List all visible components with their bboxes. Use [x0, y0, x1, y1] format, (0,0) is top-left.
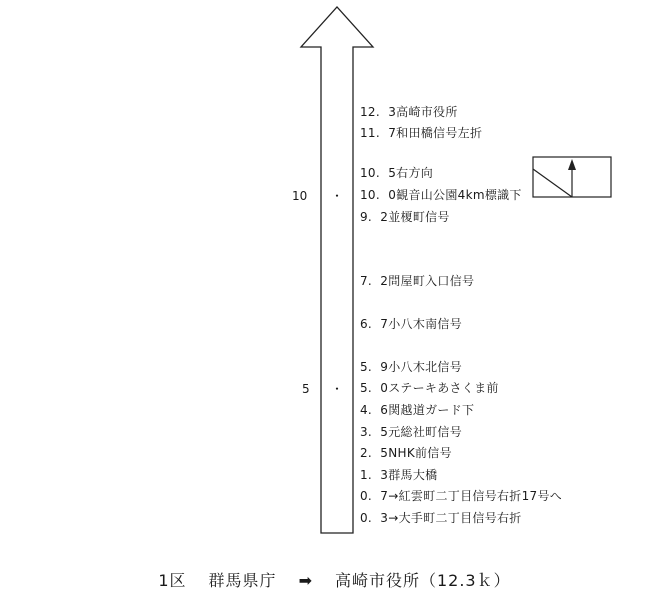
scale-mark-10: 10: [292, 189, 308, 203]
scale-dot-10: ・: [331, 189, 344, 203]
waypoint-7-2: [360, 274, 474, 288]
waypoint-km: 2.: [360, 446, 373, 460]
caption-from: 群馬県庁: [208, 571, 277, 590]
waypoint-2-5: [360, 446, 452, 460]
waypoint-decimal: 9: [380, 360, 389, 374]
caption-section: 1区: [158, 571, 187, 590]
waypoint-km: 10.: [360, 166, 380, 180]
waypoint-label: 小八木南信号: [388, 317, 463, 331]
waypoint-label: 関越道ガード下: [388, 403, 475, 417]
waypoint-decimal: 5: [380, 446, 389, 460]
waypoint-decimal: 3: [380, 511, 389, 525]
waypoint-label: →紅雲町二丁目信号右折17号へ: [388, 489, 563, 503]
waypoint-km: 0.: [360, 489, 373, 503]
waypoint-label: →大手町二丁目信号右折: [388, 511, 522, 525]
waypoint-label: ステーキあさくま前: [388, 381, 499, 395]
waypoint-decimal: 6: [380, 403, 389, 417]
waypoint-label: 問屋町入口信号: [388, 274, 475, 288]
waypoint-km: 10.: [360, 188, 380, 202]
waypoint-km: 5.: [360, 360, 373, 374]
waypoint-6-7: [360, 317, 462, 331]
junction-inset: [533, 157, 611, 197]
waypoint-label: 高崎市役所: [396, 105, 458, 119]
route-caption: [0, 568, 669, 591]
waypoint-label: 並榎町信号: [388, 210, 450, 224]
waypoint-decimal: 7: [380, 489, 389, 503]
waypoint-decimal: 3: [380, 468, 389, 482]
waypoint-decimal: 5: [388, 166, 397, 180]
waypoint-11-7: [360, 126, 482, 140]
waypoint-decimal: 0: [388, 188, 397, 202]
waypoint-label: 元総社町信号: [388, 425, 463, 439]
waypoint-9-2: [360, 210, 450, 224]
waypoint-km: 7.: [360, 274, 373, 288]
waypoint-decimal: 7: [388, 126, 397, 140]
waypoint-3-5: [360, 425, 462, 439]
waypoint-km: 3.: [360, 425, 373, 439]
waypoint-km: 5.: [360, 381, 373, 395]
waypoint-label: 観音山公園4km標識下: [396, 188, 522, 202]
waypoint-label: 和田橋信号左折: [396, 126, 483, 140]
waypoint-km: 4.: [360, 403, 373, 417]
waypoint-km: 9.: [360, 210, 373, 224]
waypoint-km: 0.: [360, 511, 373, 525]
waypoint-1-3: [360, 468, 437, 482]
waypoint-decimal: 7: [380, 317, 389, 331]
waypoint-label: NHK前信号: [388, 446, 452, 460]
caption-distance: （12.3ｋ）: [419, 571, 511, 590]
waypoint-decimal: 5: [380, 425, 389, 439]
waypoint-5-0: [360, 381, 499, 395]
caption-arrow-icon: ➡: [298, 571, 313, 590]
caption-to: 高崎市役所: [334, 571, 420, 590]
scale-mark-5: 5: [302, 382, 310, 396]
waypoint-label: 群馬大橋: [388, 468, 438, 482]
waypoint-km: 12.: [360, 105, 380, 119]
waypoint-0-7: [360, 489, 562, 503]
waypoint-decimal: 0: [380, 381, 389, 395]
waypoint-decimal: 2: [380, 210, 389, 224]
waypoint-km: 11.: [360, 126, 380, 140]
waypoint-10-5: [360, 166, 433, 180]
waypoint-km: 1.: [360, 468, 373, 482]
waypoint-label: 小八木北信号: [388, 360, 463, 374]
waypoint-label: 右方向: [396, 166, 434, 180]
waypoint-0-3: [360, 511, 522, 525]
waypoint-12-3: [360, 105, 458, 119]
waypoint-decimal: 3: [388, 105, 397, 119]
scale-dot-5: ・: [331, 382, 344, 396]
waypoint-5-9: [360, 360, 462, 374]
waypoint-10-0: [360, 188, 522, 202]
waypoint-4-6: [360, 403, 474, 417]
waypoint-decimal: 2: [380, 274, 389, 288]
waypoint-km: 6.: [360, 317, 373, 331]
